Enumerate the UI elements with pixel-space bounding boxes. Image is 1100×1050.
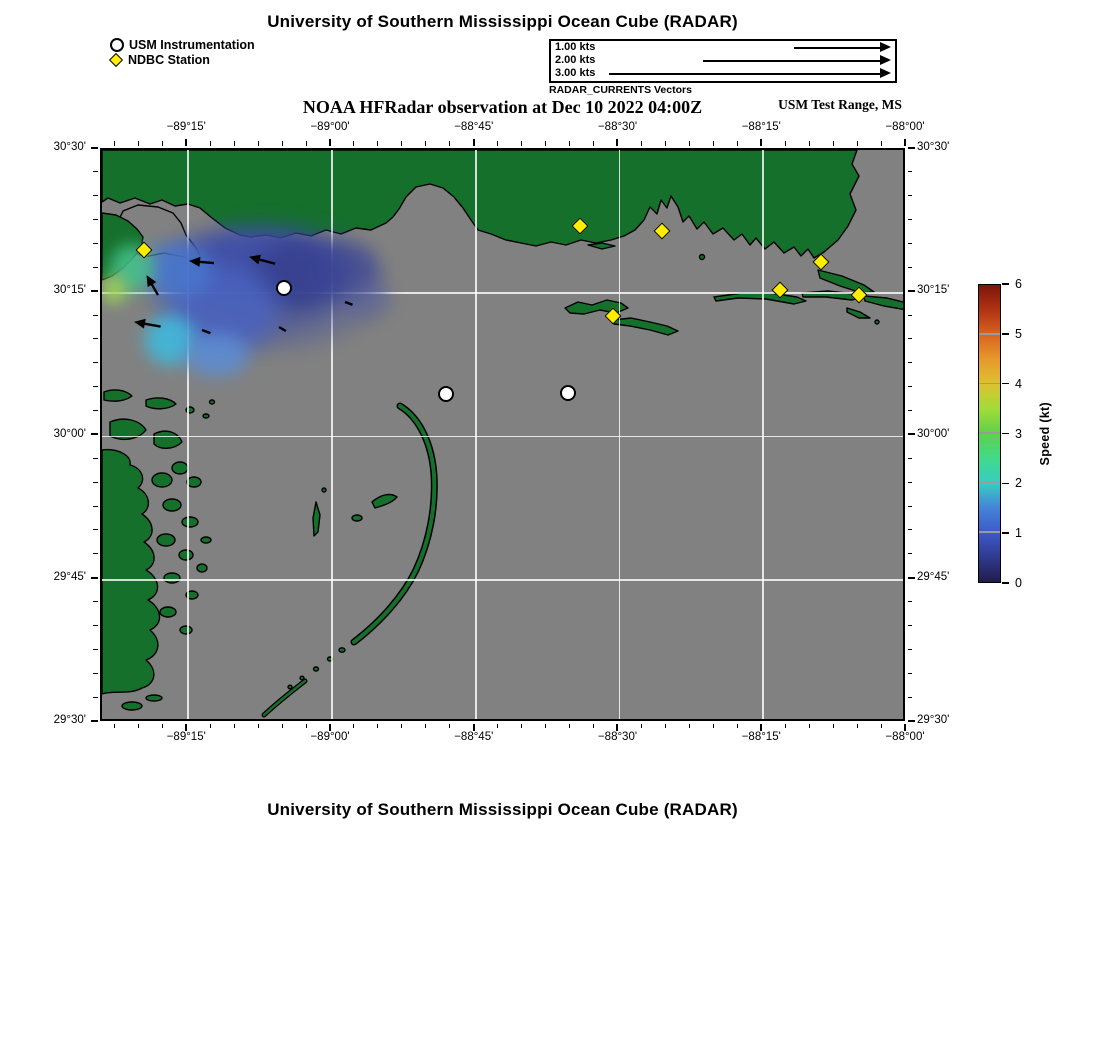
x-axis-label: −88°45' <box>454 731 494 743</box>
x-axis-label: −89°00' <box>310 121 350 133</box>
x-axis-label: −88°00' <box>885 731 925 743</box>
y-axis-label: 29°30' <box>53 714 86 726</box>
y-axis-label: 30°15' <box>53 284 86 297</box>
vector-scale-label: 2.00 kts <box>555 54 596 66</box>
x-axis-label: −88°30' <box>597 731 638 743</box>
current-vector-layer <box>102 150 905 721</box>
x-axis-label: −89°15' <box>166 731 206 743</box>
y-axis-label: 30°15' <box>917 284 950 297</box>
y-axis-label: 29°45' <box>917 570 950 583</box>
vector-scale-row <box>551 67 895 80</box>
colorbar-tick-label: 6 <box>1015 277 1022 291</box>
vector-scale-row <box>551 54 895 67</box>
y-axis-label: 30°00' <box>917 427 950 440</box>
colorbar-tick-label: 3 <box>1015 426 1022 441</box>
usm-circle-icon <box>110 38 124 52</box>
colorbar-tick-label: 4 <box>1015 376 1022 391</box>
map-plot <box>53 121 950 743</box>
bottom-title: University of Southern Mississippi Ocean Cube (RADAR) <box>267 800 738 819</box>
symbol-legend <box>110 37 255 67</box>
vector-arrowhead-icon <box>880 55 891 65</box>
vector-scale-caption: RADAR_CURRENTS Vectors <box>549 84 692 96</box>
vector-arrowhead-icon <box>880 42 891 52</box>
x-axis-label: −88°45' <box>454 121 494 133</box>
legend-label: NDBC Station <box>128 52 210 67</box>
legend-label: USM Instrumentation <box>129 37 255 52</box>
ndbc-diamond-icon <box>109 52 123 66</box>
test-range-label: USM Test Range, MS <box>778 97 902 112</box>
usm-instrumentation-marker <box>560 385 576 401</box>
y-axis-label: 30°00' <box>53 427 86 440</box>
x-axis-label: −88°15' <box>741 121 781 133</box>
legend-item-usm <box>110 37 255 52</box>
vector-scale-row <box>551 41 895 54</box>
y-axis-label: 30°30' <box>53 141 86 153</box>
x-axis-label: −88°30' <box>597 121 638 133</box>
legend-item-ndbc <box>110 52 255 67</box>
y-axis-label: 30°30' <box>917 141 950 153</box>
usm-instrumentation-marker <box>438 386 454 402</box>
colorbar-tick-label: 1 <box>1015 526 1022 541</box>
x-axis-label: −89°15' <box>166 121 206 133</box>
colorbar-title: Speed (kt) <box>1038 401 1052 466</box>
vector-scale-label: 3.00 kts <box>555 67 596 79</box>
x-axis-label: −88°00' <box>885 121 925 133</box>
vector-arrowhead-icon <box>880 68 891 78</box>
vector-line <box>703 60 881 62</box>
usm-instrumentation-marker <box>276 280 292 296</box>
colorbar-ticks <box>978 277 1022 590</box>
vector-scale-label: 1.00 kts <box>555 41 596 53</box>
y-axis-label: 29°30' <box>917 714 950 726</box>
x-axis-label: −89°00' <box>310 731 350 743</box>
vector-line <box>794 47 881 49</box>
colorbar-tick-label: 0 <box>1015 576 1022 590</box>
observation-subtitle: NOAA HFRadar observation at Dec 10 2022 04:00Z <box>302 97 703 117</box>
colorbar-tick-label: 5 <box>1015 326 1022 341</box>
page-title: University of Southern Mississippi Ocean Cube (RADAR) <box>267 12 738 31</box>
colorbar-tick-label: 2 <box>1015 476 1022 491</box>
x-axis-label: −88°15' <box>741 731 781 743</box>
vector-scale-box <box>549 39 897 83</box>
map-canvas <box>100 148 905 721</box>
y-axis-label: 29°45' <box>53 570 86 583</box>
vector-line <box>609 73 881 75</box>
